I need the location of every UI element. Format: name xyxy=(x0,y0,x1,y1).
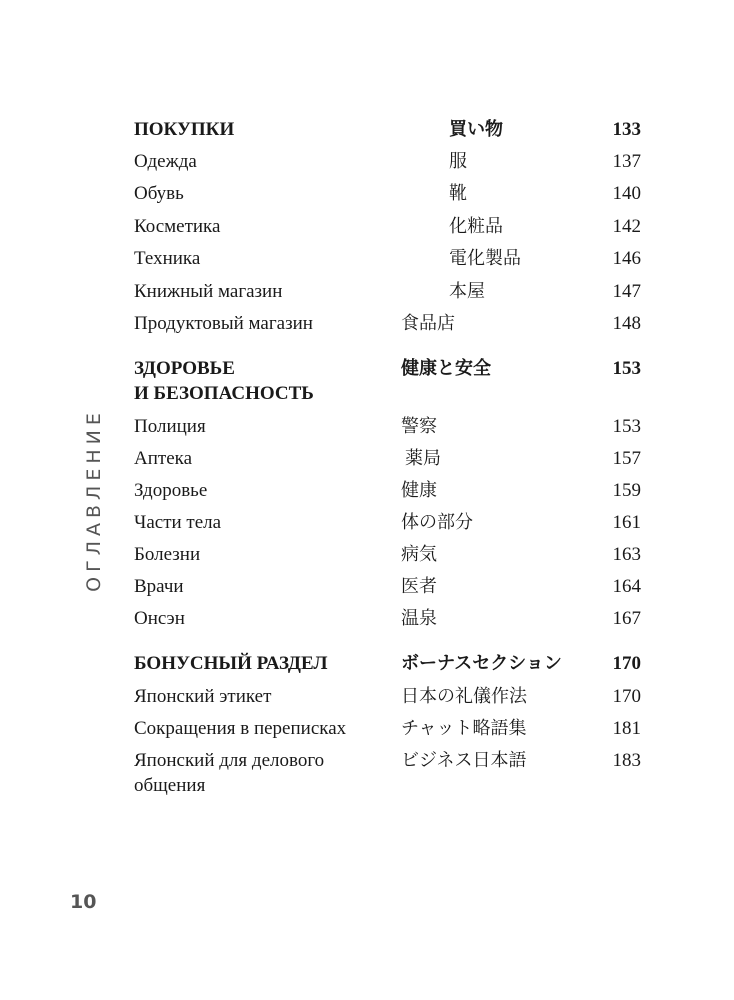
toc-item-page: 161 xyxy=(612,512,641,533)
toc-item[interactable] xyxy=(0,181,734,213)
toc-item-jp: 健康 xyxy=(401,480,437,501)
toc-item-jp: 本屋 xyxy=(449,281,485,302)
toc-item[interactable] xyxy=(0,311,734,343)
toc-item-jp: ビジネス日本語 xyxy=(401,750,527,771)
toc-item-ru: Книжный магазин xyxy=(134,281,283,302)
toc-item-ru: Одежда xyxy=(134,151,197,172)
toc-item-ru: Онсэн xyxy=(134,608,185,629)
toc-item-page: 157 xyxy=(612,448,641,469)
toc-item-jp: 電化製品 xyxy=(449,248,521,269)
toc-item[interactable] xyxy=(0,748,734,804)
toc-item-page: 148 xyxy=(612,313,641,334)
toc-item-jp: 病気 xyxy=(401,544,437,565)
toc-heading-ru-line1: ЗДОРОВЬЕ xyxy=(134,358,235,379)
toc-item-ru: Аптека xyxy=(134,448,193,469)
toc-item-page: 146 xyxy=(612,248,641,269)
toc-item-ru: Японский этикет xyxy=(134,686,272,707)
toc-item-ru: Врачи xyxy=(134,576,184,597)
toc-item-page: 147 xyxy=(612,281,641,302)
toc-item[interactable] xyxy=(0,414,734,446)
toc-item-page: 140 xyxy=(612,183,641,204)
toc-item-page: 163 xyxy=(612,544,641,565)
toc-item-jp: 温泉 xyxy=(401,608,437,629)
toc-item-ru: Продуктовый магазин xyxy=(134,313,313,334)
toc-heading-bonus[interactable] xyxy=(0,651,734,683)
side-section-label: ОГЛАВЛЕНИЕ xyxy=(83,408,105,592)
page-number: 10 xyxy=(70,891,97,913)
toc-item[interactable] xyxy=(0,214,734,246)
toc-item-page: 164 xyxy=(612,576,641,597)
toc-item-jp: 薬局 xyxy=(405,448,441,469)
toc-heading-page: 133 xyxy=(612,119,641,140)
toc-heading-jp: 健康と安全 xyxy=(401,358,491,379)
toc-item[interactable] xyxy=(0,542,734,574)
toc-item-jp: 服 xyxy=(449,151,467,172)
toc-item-jp: 日本の礼儀作法 xyxy=(401,686,527,707)
toc-item-ru: Полиция xyxy=(134,416,206,437)
toc-item-ru: Болезни xyxy=(134,544,201,565)
toc-heading-page: 170 xyxy=(612,653,641,674)
toc-item-page: 183 xyxy=(612,750,641,771)
toc-item-page: 167 xyxy=(612,608,641,629)
toc-item[interactable] xyxy=(0,716,734,748)
toc-item-jp: 医者 xyxy=(401,576,437,597)
toc-item-page: 142 xyxy=(612,216,641,237)
toc-heading-health[interactable] xyxy=(0,356,734,412)
toc-heading-jp: 買い物 xyxy=(449,119,503,140)
toc-item[interactable] xyxy=(0,574,734,606)
toc-item-ru-line2: общения xyxy=(134,775,206,796)
toc-item-page: 170 xyxy=(612,686,641,707)
toc-item-ru-line1: Японский для делового xyxy=(134,750,325,771)
toc-item[interactable] xyxy=(0,510,734,542)
toc-item-page: 153 xyxy=(612,416,641,437)
toc-item-page: 137 xyxy=(612,151,641,172)
toc-item[interactable] xyxy=(0,279,734,311)
toc-heading-ru: БОНУСНЫЙ РАЗДЕЛ xyxy=(134,653,328,674)
toc-item-ru: Сокращения в переписках xyxy=(134,718,347,739)
toc-item-page: 181 xyxy=(612,718,641,739)
toc-item-ru: Здоровье xyxy=(134,480,208,501)
toc-item-ru: Техника xyxy=(134,248,201,269)
toc-item[interactable] xyxy=(0,446,734,478)
toc-item[interactable] xyxy=(0,606,734,638)
toc-item-jp: 化粧品 xyxy=(449,216,503,237)
toc-heading-shopping[interactable] xyxy=(0,117,734,149)
toc-heading-ru-line2: И БЕЗОПАСНОСТЬ xyxy=(134,383,314,404)
toc-item-jp: 警察 xyxy=(401,416,437,437)
toc-item[interactable] xyxy=(0,246,734,278)
toc-item[interactable] xyxy=(0,149,734,181)
toc-item-jp: 食品店 xyxy=(401,313,455,334)
toc-item[interactable] xyxy=(0,478,734,510)
toc-item-ru: Косметика xyxy=(134,216,221,237)
toc-item-page: 159 xyxy=(612,480,641,501)
toc-item-jp: チャット略語集 xyxy=(401,718,527,739)
toc-heading-page: 153 xyxy=(612,358,641,379)
toc-item-jp: 靴 xyxy=(449,183,467,204)
toc-heading-ru: ПОКУПКИ xyxy=(134,119,235,140)
toc-item-ru: Части тела xyxy=(134,512,222,533)
toc-heading-jp: ボーナスセクション xyxy=(401,653,562,674)
toc-item[interactable] xyxy=(0,684,734,716)
toc-item-jp: 体の部分 xyxy=(401,512,473,533)
toc-item-ru: Обувь xyxy=(134,183,184,204)
